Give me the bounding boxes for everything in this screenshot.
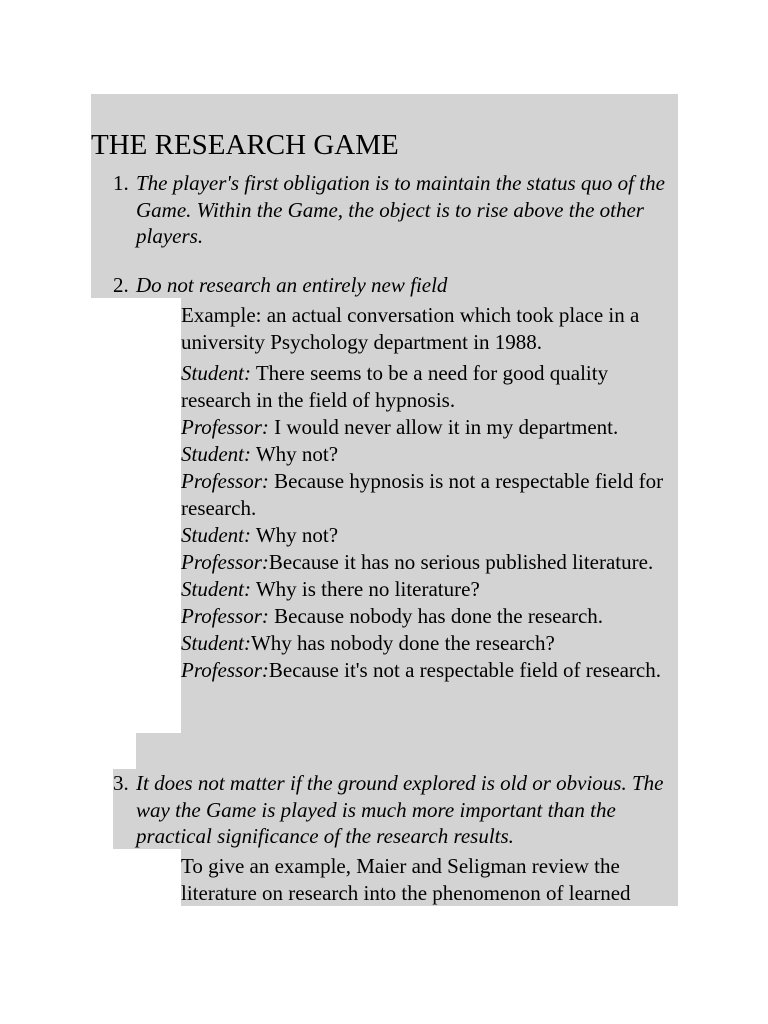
example-paragraph [181,853,679,907]
dialogue-text: I would never allow it in my department. [268,415,619,439]
dialogue-text: Because nobody has done the research. [268,604,604,628]
dialogue-text: Because it's not a respectable field of research. [268,658,661,682]
list-number: 1. [113,171,129,195]
dialogue-line [181,414,679,441]
dialogue-speaker: Professor: [181,658,269,682]
dialogue-line [181,441,679,468]
list-item-text: It does not matter if the ground explored is old or obvious. The way the Game is played is much more important than the practical significance of the research results. [136,771,664,848]
dialogue-text: Why not? [250,442,339,466]
dialogue-speaker: Student: [181,523,251,547]
page-title: THE RESEARCH GAME [91,129,399,161]
dialogue-line [181,468,679,522]
dialogue-line [181,576,679,603]
dialogue-line [181,630,679,657]
highlight-gap [136,733,678,769]
dialogue-line [181,522,679,549]
dialogue-text: Because it has no serious published literature. [268,550,654,574]
example-intro: Example: an actual conversation which took place in a university Psychology department in 1988. [181,303,640,354]
list-number: 3. [113,771,129,795]
dialogue-speaker: Professor: [181,469,269,493]
example-intro: To give an example, Maier and Seligman review the literature on research into the phenomenon of learned [181,854,631,905]
dialogue-speaker: Student: [181,361,251,385]
dialogue-line [181,360,679,414]
dialogue-text: Why has nobody done the research? [250,631,555,655]
example-dialogue [181,302,679,684]
dialogue-line [181,549,679,576]
list-item-text: The player's first obligation is to maintain the status quo of the Game. Within the Game, the object is to rise above the other players. [136,171,665,248]
dialogue-text: Why is there no literature? [250,577,480,601]
dialogue-speaker: Student: [181,442,251,466]
list-number: 2. [113,273,129,297]
dialogue-speaker: Student: [181,577,251,601]
dialogue-text: Why not? [250,523,339,547]
dialogue-speaker: Student: [181,631,251,655]
dialogue-line [181,657,679,684]
list-item-text: Do not research an entirely new field [136,273,448,297]
dialogue-text: There seems to be a need for good quality research in the field of hypnosis. [181,361,609,412]
dialogue-speaker: Professor: [181,550,269,574]
dialogue-speaker: Professor: [181,604,269,628]
dialogue-line [181,603,679,630]
dialogue-text: Because hypnosis is not a respectable field for research. [181,469,664,520]
dialogue-speaker: Professor: [181,415,269,439]
